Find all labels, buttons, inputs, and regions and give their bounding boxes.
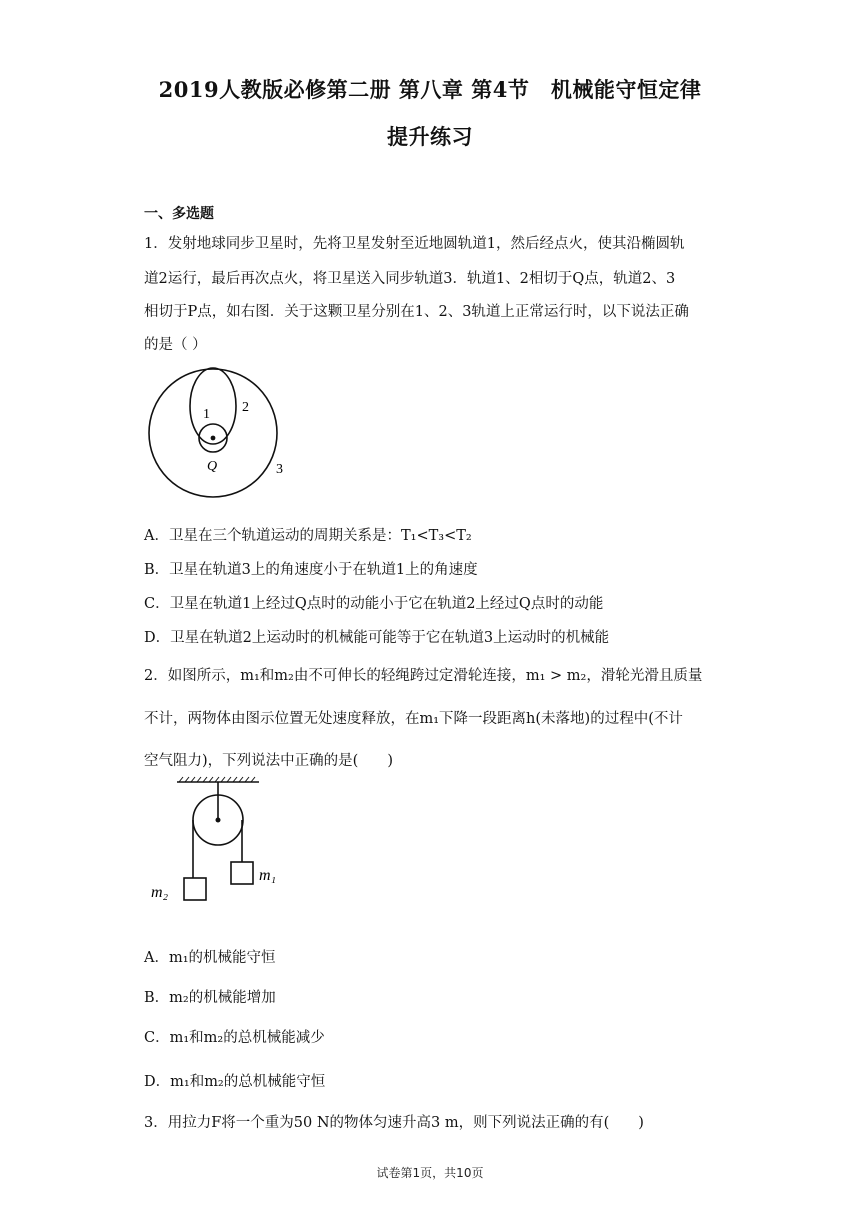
pulley-axle	[216, 818, 221, 823]
section-heading: 一、多选题	[144, 206, 214, 222]
q1-option-c: C．卫星在轨道1上经过Q点时的动能小于它在轨道2上经过Q点时的动能	[144, 596, 604, 612]
q1-line-1: 1．发射地球同步卫星时，先将卫星发射至近地圆轨道1，然后经点火，使其沿椭圆轨	[144, 236, 685, 252]
title-line-2: 提升练习	[387, 124, 473, 149]
q2-option-b: B．m₂的机械能增加	[144, 990, 276, 1006]
m2-label: m₂	[151, 884, 169, 901]
pulley-diagram	[145, 776, 295, 928]
q2-line-3: 空气阻力)，下列说法中正确的是( )	[144, 753, 393, 769]
orbit-3-circle	[149, 369, 277, 497]
q2-line-2: 不计，两物体由图示位置无处速度释放，在m₁下降一段距离h(未落地)的过程中(不计	[144, 711, 683, 727]
q1-option-b: B．卫星在轨道3上的角速度小于在轨道1上的角速度	[144, 562, 478, 578]
orbit-3-label: 3	[276, 462, 283, 477]
page-footer: 试卷第1页，共10页	[376, 1166, 484, 1180]
q1-option-d: D．卫星在轨道2上运动时的机械能可能等于它在轨道3上运动时的机械能	[144, 630, 610, 646]
q3-line-1: 3．用拉力F将一个重为50 N的物体匀速升高3 m，则下列说法正确的有( )	[144, 1115, 644, 1131]
q2-option-d: D．m₁和m₂的总机械能守恒	[144, 1074, 326, 1090]
title-line-1: 2019人教版必修第二册 第八章 第4节 机械能守恒定律	[158, 77, 702, 102]
q1-line-2: 道2运行，最后再次点火，将卫星送入同步轨道3．轨道1、2相切于Q点，轨道2、3	[144, 271, 676, 287]
m1-label: m₁	[259, 867, 277, 884]
earth-dot	[211, 436, 216, 441]
orbit-diagram	[145, 367, 295, 502]
orbit-1-label: 1	[203, 407, 210, 422]
block-m2	[184, 878, 206, 900]
orbit-2-ellipse	[190, 368, 236, 444]
point-q-label: Q	[207, 459, 218, 474]
q1-option-a: A．卫星在三个轨道运动的周期关系是：T₁<T₃<T₂	[144, 528, 472, 544]
orbit-2-label: 2	[242, 400, 249, 415]
q1-line-3: 相切于P点，如右图．关于这颗卫星分别在1、2、3轨道上正常运行时，以下说法正确	[144, 304, 689, 320]
q1-line-4: 的是（ ）	[144, 337, 207, 353]
q2-option-c: C．m₁和m₂的总机械能减少	[144, 1030, 325, 1046]
q2-line-1: 2．如图所示，m₁和m₂由不可伸长的轻绳跨过定滑轮连接，m₁ > m₂，滑轮光滑且质量	[144, 668, 703, 684]
block-m1	[231, 862, 253, 884]
q2-option-a: A．m₁的机械能守恒	[144, 950, 276, 966]
